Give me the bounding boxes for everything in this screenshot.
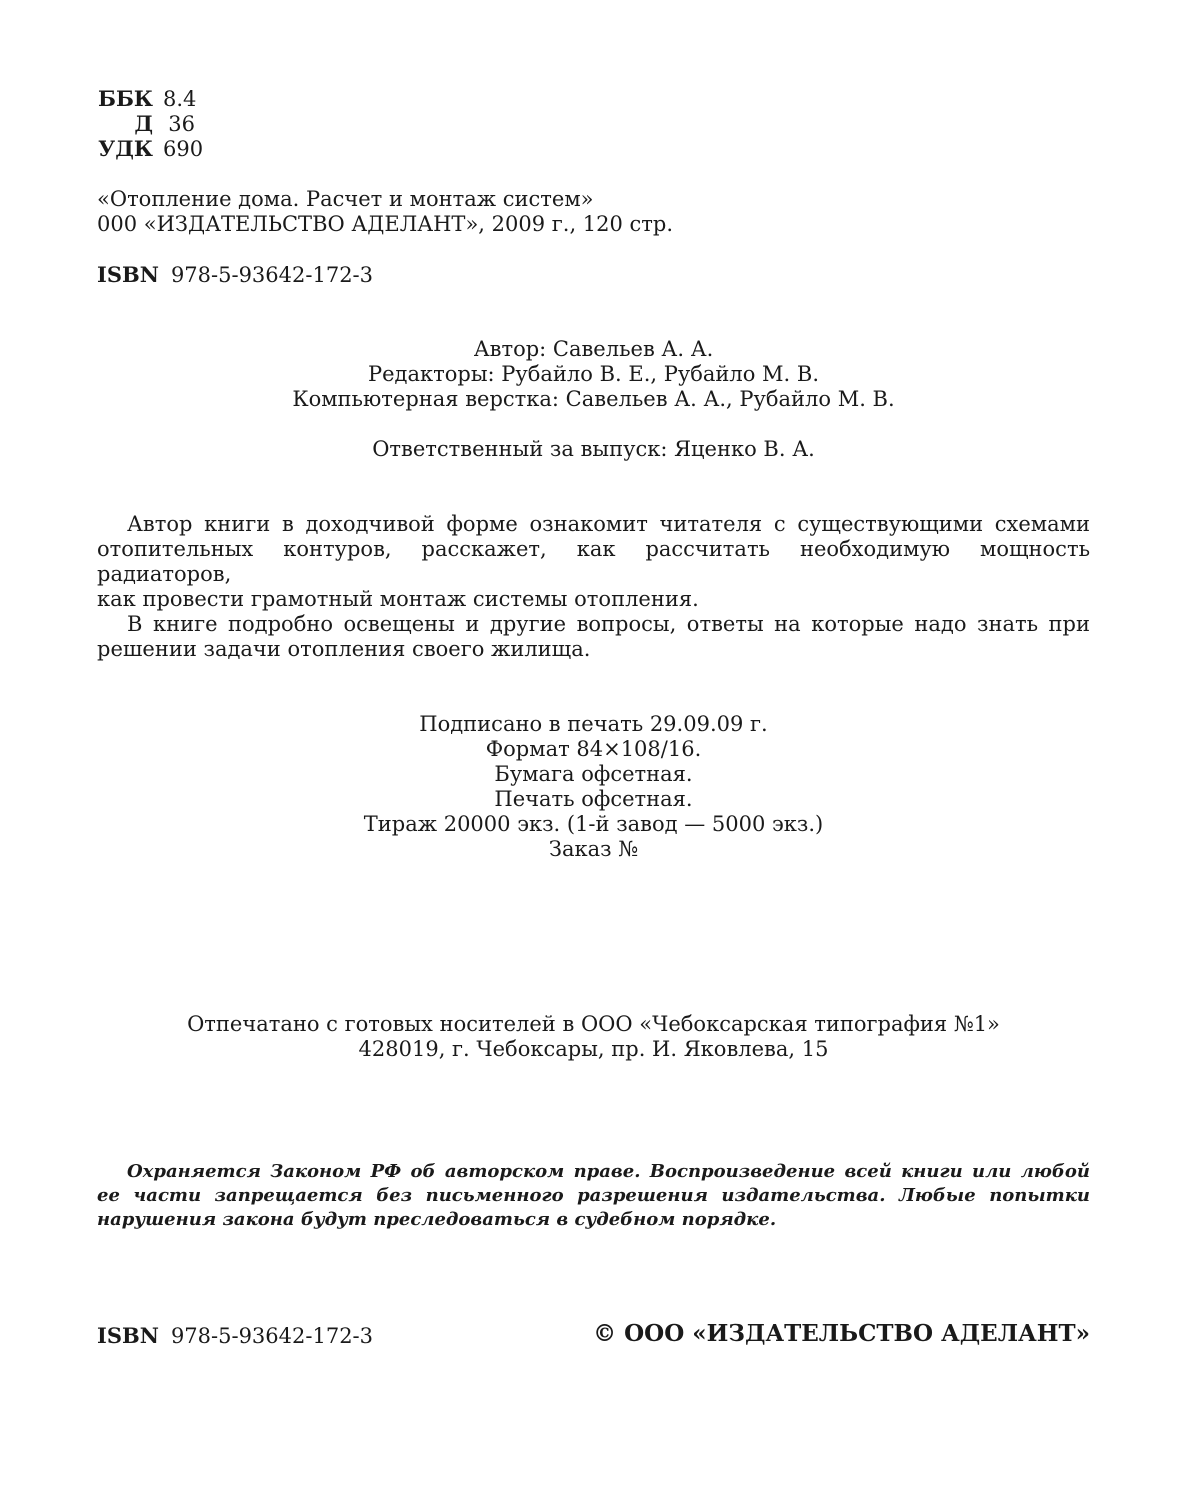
isbn-bottom [97, 1323, 373, 1349]
annotation-paragraph-1 [97, 512, 1090, 612]
copyright-note-line-2: ее части запрещается без письменного разрешения издательства. Любые попытки [97, 1185, 1090, 1206]
udk-row [97, 136, 204, 161]
author-line: Автор: Савельев А. А. [473, 337, 714, 361]
printed-by [97, 1012, 1090, 1062]
annotation-p1-line-1: Автор книги в доходчивой форме ознакомит читателя с существующими схемами [127, 512, 1090, 536]
publisher-copyright: © ООО «ИЗДАТЕЛЬСТВО АДЕЛАНТ» [593, 1320, 1090, 1347]
print-line: Печать офсетная. [494, 787, 693, 811]
bbk-row [97, 86, 195, 111]
annotation-p2-line-1: В книге подробно освещены и другие вопросы, ответы на которые надо знать при [127, 612, 1090, 636]
book-title-line: «Отопление дома. Расчет и монтаж систем» [97, 187, 594, 211]
bbk-label: ББК [98, 86, 153, 111]
printed-line-1: Отпечатано с готовых носителей в ООО «Чебоксарская типография №1» [187, 1012, 1000, 1036]
d-label: Д [134, 111, 153, 136]
printed-line-2: 428019, г. Чебоксары, пр. И. Яковлева, 15 [358, 1037, 829, 1061]
isbn-top [97, 262, 373, 288]
signed-line: Подписано в печать 29.09.09 г. [419, 712, 768, 736]
run-line: Тираж 20000 экз. (1-й завод — 5000 экз.) [363, 812, 824, 836]
udk-label: УДК [98, 136, 153, 161]
annotation [97, 512, 1090, 662]
d-value: 36 [168, 112, 195, 136]
copyright-note-line-3: нарушения закона будут преследоваться в судебном порядке. [97, 1209, 777, 1230]
credits [97, 337, 1090, 412]
order-line: Заказ № [548, 837, 639, 861]
d-row [97, 111, 195, 136]
isbn-label: ISBN [97, 262, 159, 287]
udk-value: 690 [163, 137, 204, 161]
copyright-note-line-1: Охраняется Законом РФ об авторском праве. Воспроизведение всей книги или любой [127, 1161, 1090, 1182]
imprint [97, 712, 1090, 862]
book-publisher-line: 000 «ИЗДАТЕЛЬСТВО АДЕЛАНТ», 2009 г., 120 стр. [97, 212, 674, 236]
paper-line: Бумага офсетная. [494, 762, 693, 786]
bbk-value: 8.4 [163, 87, 197, 111]
isbn-bottom-value: 978-5-93642-172-3 [170, 1324, 374, 1348]
annotation-p1-line-2: отопительных контуров, расскажет, как рассчитать необходимую мощность радиаторов, [97, 537, 1090, 586]
isbn-bottom-label: ISBN [97, 1323, 159, 1348]
isbn-value: 978-5-93642-172-3 [170, 263, 374, 287]
annotation-p2-line-2: решении задачи отопления своего жилища. [97, 637, 591, 661]
classification-codes [97, 86, 204, 161]
editors-line: Редакторы: Рубайло В. Е., Рубайло М. В. [367, 362, 819, 386]
copyright-note [97, 1160, 1090, 1232]
annotation-p1-line-3: как провести грамотный монтаж системы отопления. [97, 587, 699, 611]
book-info [97, 187, 673, 237]
annotation-paragraph-2 [97, 612, 1090, 662]
responsible-line: Ответственный за выпуск: Яценко В. А. [372, 437, 815, 461]
format-line: Формат 84×108/16. [485, 737, 702, 761]
layout-line: Компьютерная верстка: Савельев А. А., Рубайло М. В. [292, 387, 895, 411]
